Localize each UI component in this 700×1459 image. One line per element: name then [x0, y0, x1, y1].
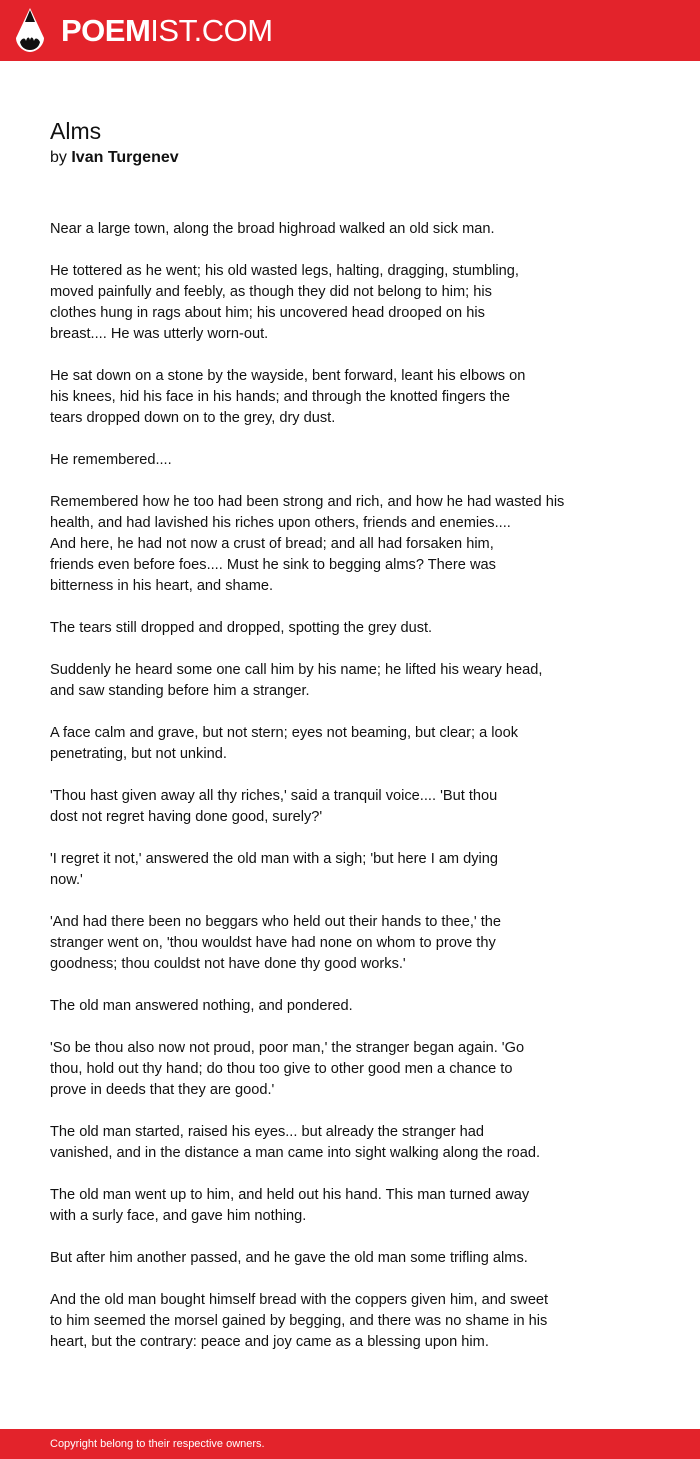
poem-header: [50, 116, 650, 169]
poem-stanza: [50, 1122, 610, 1164]
poem-line: tears dropped down on to the grey, dry dust.: [50, 410, 336, 426]
poem-line: And here, he had not now a crust of bread; and all had forsaken him,: [50, 536, 494, 552]
poem-stanza: [50, 786, 610, 828]
poem-line: clothes hung in rags about him; his uncovered head drooped on his: [50, 305, 485, 321]
poem-line: 'So be thou also now not proud, poor man,' the stranger began again. 'Go: [50, 1040, 525, 1056]
poem-line: The tears still dropped and dropped, spotting the grey dust.: [50, 620, 433, 636]
poem-line: 'Thou hast given away all thy riches,' said a tranquil voice.... 'But thou: [50, 788, 498, 804]
copyright-text: Copyright belong to their respective owners.: [50, 1438, 265, 1450]
poem-stanza: [50, 450, 610, 471]
poem-line: He sat down on a stone by the wayside, bent forward, leant his elbows on: [50, 368, 526, 384]
poem-line: goodness; thou couldst not have done thy good works.': [50, 956, 406, 972]
site-footer: [0, 1429, 700, 1459]
poem-line: friends even before foes.... Must he sink to begging alms? There was: [50, 557, 496, 573]
poem-line: with a surly face, and gave him nothing.: [50, 1208, 307, 1224]
site-header: [0, 0, 700, 61]
poem-line: Remembered how he too had been strong and rich, and how he had wasted his: [50, 494, 565, 510]
poem-line: breast.... He was utterly worn-out.: [50, 326, 269, 342]
poem-stanza: [50, 1290, 610, 1353]
byline: [50, 147, 650, 169]
poem-line: Near a large town, along the broad highroad walked an old sick man.: [50, 221, 495, 237]
brand-light: IST.COM: [150, 13, 273, 48]
byline-prefix: by: [50, 149, 67, 166]
poem-stanza: [50, 492, 610, 597]
poem-stanza: [50, 849, 610, 891]
poem-line: But after him another passed, and he gave the old man some trifling alms.: [50, 1250, 528, 1266]
poem-line: dost not regret having done good, surely?': [50, 809, 323, 825]
poem-stanza: [50, 996, 610, 1017]
poem-line: The old man started, raised his eyes... but already the stranger had: [50, 1124, 485, 1140]
poem-body: [50, 219, 610, 1374]
poem-stanza: [50, 618, 610, 639]
poem-line: Suddenly he heard some one call him by his name; he lifted his weary head,: [50, 662, 543, 678]
poem-stanza: [50, 660, 610, 702]
poem-line: He tottered as he went; his old wasted legs, halting, dragging, stumbling,: [50, 263, 519, 279]
poem-line: He remembered....: [50, 452, 172, 468]
poem-line: vanished, and in the distance a man came into sight walking along the road.: [50, 1145, 541, 1161]
poem-stanza: [50, 261, 610, 345]
poem-line: to him seemed the morsel gained by begging, and there was no shame in his: [50, 1313, 548, 1329]
poem-line: stranger went on, 'thou wouldst have had none on whom to prove thy: [50, 935, 496, 951]
poem-line: 'And had there been no beggars who held out their hands to thee,' the: [50, 914, 502, 930]
poem-title: Alms: [50, 118, 102, 144]
poem-stanza: [50, 1038, 610, 1101]
poem-stanza: [50, 1248, 610, 1269]
poem-stanza: [50, 366, 610, 429]
poem-line: prove in deeds that they are good.': [50, 1082, 275, 1098]
poem-line: moved painfully and feebly, as though they did not belong to him; his: [50, 284, 492, 300]
poem-stanza: [50, 1185, 610, 1227]
poem-line: health, and had lavished his riches upon others, friends and enemies....: [50, 515, 511, 531]
poem-line: penetrating, but not unkind.: [50, 746, 227, 762]
author-name: Ivan Turgenev: [71, 149, 179, 166]
poem-line: The old man went up to him, and held out his hand. This man turned away: [50, 1187, 530, 1203]
poem-line: and saw standing before him a stranger.: [50, 683, 310, 699]
pencil-tip-icon[interactable]: [16, 8, 44, 52]
poem-line: And the old man bought himself bread with the coppers given him, and sweet: [50, 1292, 549, 1308]
poem-stanza: [50, 912, 610, 975]
poem-stanza: [50, 723, 610, 765]
poem-line: now.': [50, 872, 83, 888]
poem-stanza: [50, 219, 610, 240]
site-logo-text[interactable]: [61, 12, 273, 50]
poem-line: heart, but the contrary: peace and joy came as a blessing upon him.: [50, 1334, 489, 1350]
brand-bold: POEM: [61, 13, 151, 48]
poem-line: The old man answered nothing, and pondered.: [50, 998, 353, 1014]
poem-line: thou, hold out thy hand; do thou too give to other good men a chance to: [50, 1061, 513, 1077]
poem-line: A face calm and grave, but not stern; eyes not beaming, but clear; a look: [50, 725, 519, 741]
poem-line: his knees, hid his face in his hands; and through the knotted fingers the: [50, 389, 511, 405]
poem-line: 'I regret it not,' answered the old man with a sigh; 'but here I am dying: [50, 851, 499, 867]
poem-line: bitterness in his heart, and shame.: [50, 578, 274, 594]
